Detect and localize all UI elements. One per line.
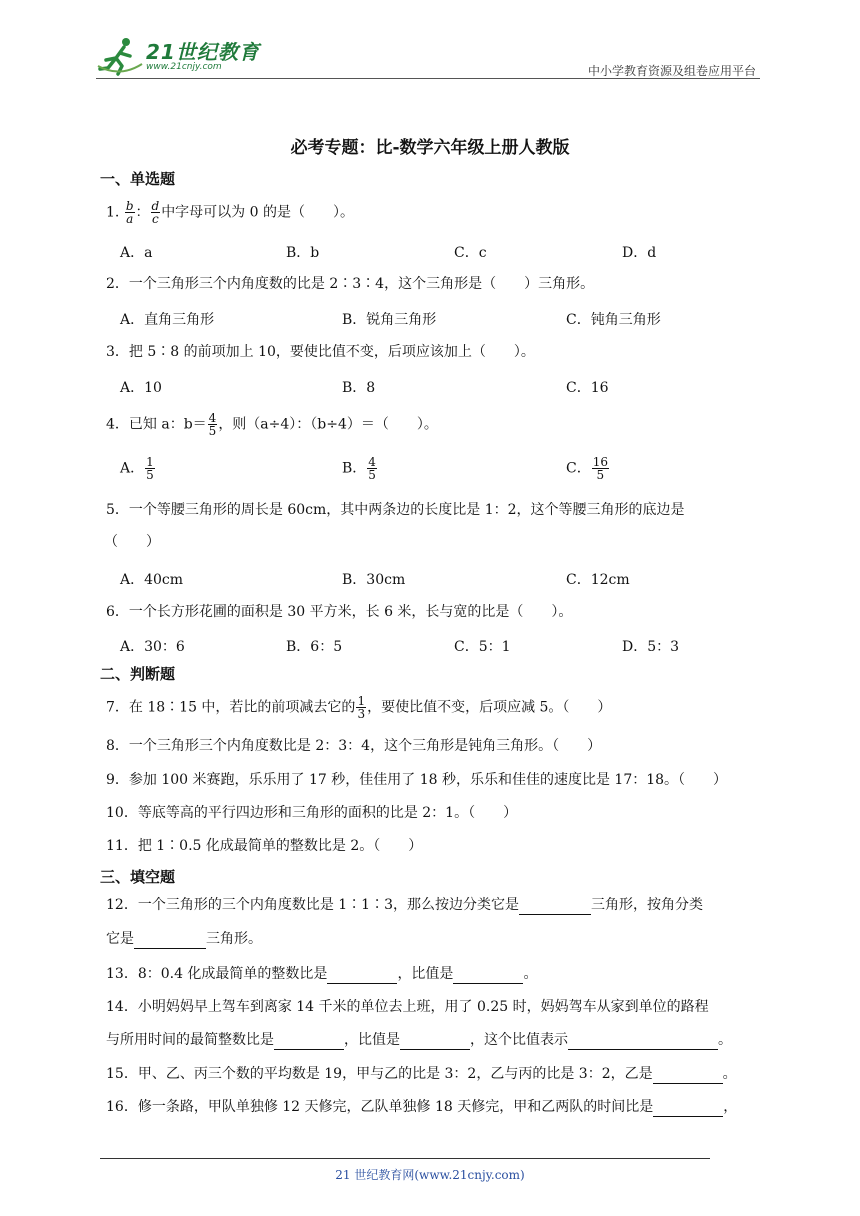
question-3: 3．把 5∶8 的前项加上 10，要使比值不变，后项应该加上（ ）。 xyxy=(106,344,535,360)
answer-blank[interactable] xyxy=(568,1033,718,1050)
question-16: 16．修一条路，甲队单独修 12 天修完，乙队单独修 18 天修完，甲和乙两队的时间比是 ， xyxy=(106,1099,738,1115)
question-4: 4．已知 a：b＝ $\frac{4}{5}$ ，则（a÷4）：（b÷4）＝（ ）。 xyxy=(106,411,438,438)
question-14-line1: 14．小明妈妈早上驾车到离家 14 千米的单位去上班，用了 0.25 时，妈妈驾车从家到单位的路程 xyxy=(106,999,709,1015)
question-15: 15．甲、乙、丙三个数的平均数是 19，甲与乙的比是 3：2，乙与丙的比是 3：2，乙是 。 xyxy=(106,1066,737,1082)
q1-option-d[interactable]: D．d xyxy=(622,245,657,261)
question-13: 13．8：0.4 化成最简单的整数比是 ，比值是 。 xyxy=(106,966,538,982)
q2-option-c[interactable]: C．钝角三角形 xyxy=(566,312,661,328)
q5-option-b[interactable]: B．30cm xyxy=(342,572,406,588)
logo-title: 21世纪教育 xyxy=(146,40,260,64)
q4-option-a[interactable]: A． $\frac{1}{5}$ xyxy=(120,455,154,482)
answer-blank[interactable] xyxy=(400,1033,470,1050)
question-11: 11．把 1∶0.5 化成最简单的整数比是 2。（ ） xyxy=(106,838,423,854)
q6-option-c[interactable]: C．5：1 xyxy=(454,639,511,655)
section-heading-true-false: 二、判断题 xyxy=(100,665,176,683)
q4-option-b[interactable]: B． $\frac{4}{5}$ xyxy=(342,455,376,482)
answer-blank[interactable] xyxy=(274,1033,344,1050)
q1-option-c[interactable]: C．c xyxy=(454,245,487,261)
question-5-line1: 5．一个等腰三角形的周长是 60cm，其中两条边的长度比是 1：2，这个等腰三角形的底边是 xyxy=(106,502,685,518)
question-12-line2: 它是 三角形。 xyxy=(106,931,262,947)
logo-url: www.21cnjy.com xyxy=(146,62,222,72)
answer-blank[interactable] xyxy=(653,1067,723,1084)
q5-option-a[interactable]: A．40cm xyxy=(120,572,184,588)
question-10: 10．等底等高的平行四边形和三角形的面积的比是 2：1。（ ） xyxy=(106,805,518,821)
fraction-b-over-a: $\frac{b}{a}$ xyxy=(125,199,134,226)
answer-blank[interactable] xyxy=(653,1100,723,1117)
footer-link[interactable]: 21 世纪教育网(www.21cnjy.com) xyxy=(335,1168,525,1182)
header-divider xyxy=(96,78,760,79)
question-6: 6．一个长方形花圃的面积是 30 平方米，长 6 米，长与宽的比是（ ）。 xyxy=(106,604,573,620)
question-8: 8．一个三角形三个内角度数比是 2：3：4，这个三角形是钝角三角形。（ ） xyxy=(106,738,602,754)
fraction-1-over-3: $\frac{1}{3}$ xyxy=(357,694,366,721)
section-heading-single-choice: 一、单选题 xyxy=(100,170,176,188)
q2-option-b[interactable]: B．锐角三角形 xyxy=(342,312,437,328)
q6-option-b[interactable]: B．6：5 xyxy=(286,639,343,655)
question-1: 1. $\frac{b}{a}$ ： $\frac{d}{c}$ 中字母可以为 0 的是（ ）。 xyxy=(106,199,354,226)
q1-option-a[interactable]: A．a xyxy=(120,245,153,261)
answer-blank[interactable] xyxy=(134,932,206,949)
question-14-line2: 与所用时间的最简整数比是 ，比值是 ，这个比值表示 。 xyxy=(106,1032,732,1048)
q4-option-c[interactable]: C． $\frac{16}{5}$ xyxy=(566,455,608,482)
q1-option-b[interactable]: B．b xyxy=(286,245,320,261)
section-heading-fill-blank: 三、填空题 xyxy=(100,868,176,886)
q6-option-a[interactable]: A．30：6 xyxy=(120,639,185,655)
q3-option-b[interactable]: B．8 xyxy=(342,380,376,396)
question-12-line1: 12．一个三角形的三个内角度数比是 1∶1∶3，那么按边分类它是 三角形，按角分类 xyxy=(106,897,703,913)
fraction-d-over-c: $\frac{d}{c}$ xyxy=(151,199,160,226)
answer-blank[interactable] xyxy=(453,967,523,984)
question-9: 9．参加 100 米赛跑，乐乐用了 17 秒，佳佳用了 18 秒，乐乐和佳佳的速度比是 17：18。（ ） xyxy=(106,772,728,788)
question-2: 2．一个三角形三个内角度数的比是 2∶3∶4，这个三角形是（ ）三角形。 xyxy=(106,276,595,292)
q5-option-c[interactable]: C．12cm xyxy=(566,572,630,588)
page-title: 必考专题：比-数学六年级上册人教版 xyxy=(290,138,570,158)
header-platform-text: 中小学教育资源及组卷应用平台 xyxy=(587,64,756,78)
q3-option-c[interactable]: C．16 xyxy=(566,380,609,396)
q2-option-a[interactable]: A．直角三角形 xyxy=(120,312,215,328)
logo xyxy=(96,36,260,78)
answer-blank[interactable] xyxy=(519,898,591,915)
question-5-line2: （ ） xyxy=(104,534,160,550)
runner-icon xyxy=(96,36,144,78)
q3-option-a[interactable]: A．10 xyxy=(120,380,162,396)
answer-blank[interactable] xyxy=(327,967,397,984)
q6-option-d[interactable]: D．5：3 xyxy=(622,639,680,655)
fraction-4-over-5: $\frac{4}{5}$ xyxy=(208,411,217,438)
footer-divider xyxy=(100,1158,710,1159)
question-7: 7．在 18∶15 中，若比的前项减去它的 $\frac{1}{3}$ ，要使比值不变，后项应减 5。（ ） xyxy=(106,694,612,721)
